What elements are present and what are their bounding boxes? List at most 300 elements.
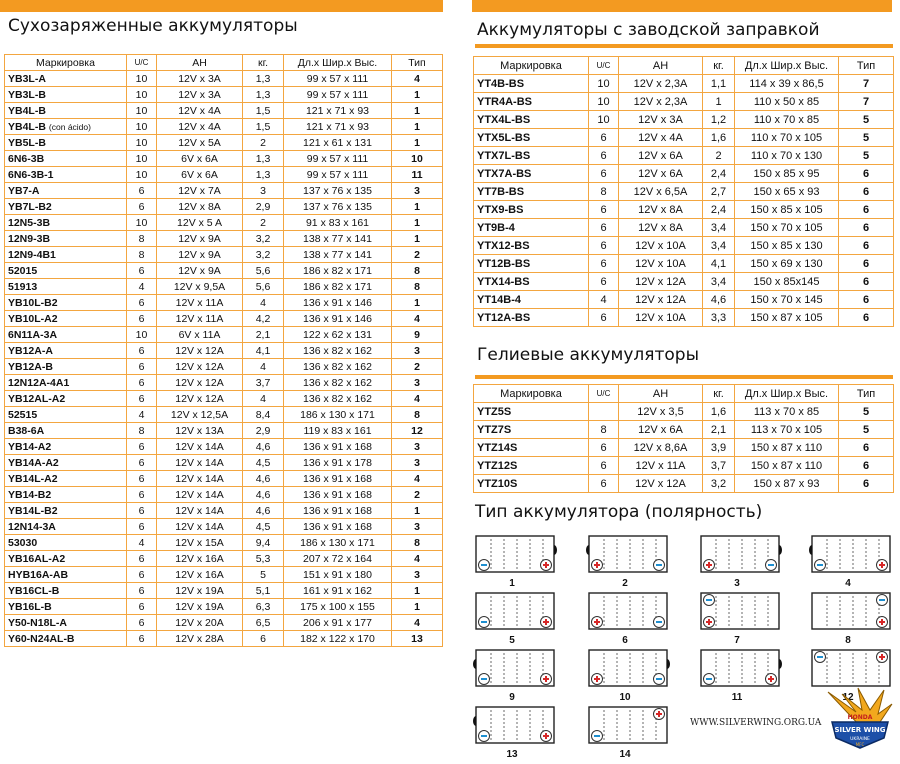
table-row [5,471,443,487]
cell-uc: 6 [589,439,619,457]
polarity-title: Тип аккумулятора (полярность) [475,502,763,522]
vent-nub [473,716,476,726]
cell-ah: 12V x 16A [157,567,243,583]
polarity-type-2 [585,533,689,593]
cell-uc: 6 [589,201,619,219]
factory-filled-title: Аккумуляторы с заводской заправкой [477,20,820,40]
cell-marking [5,119,127,135]
cell-kg: 3,4 [703,219,735,237]
cell-ah: 12V x 5A [157,135,243,151]
cell-type: 4 [392,615,443,631]
cell-kg: 3,7 [703,457,735,475]
cell-uc: 6 [589,255,619,273]
cell-type: 3 [392,439,443,455]
table-row [474,273,894,291]
cell-dims: 138 x 77 x 141 [284,231,392,247]
cell-kg: 5,3 [243,551,284,567]
cell-marking: YB12AL-A2 [5,391,127,407]
cell-kg: 3,2 [243,231,284,247]
cell-marking: YB14L-A2 [5,471,127,487]
cell-marking: YB4L-B [5,103,127,119]
cell-uc: 6 [589,147,619,165]
table-row [5,263,443,279]
cell-type: 1 [392,199,443,215]
cell-kg: 5,6 [243,263,284,279]
cell-type: 2 [392,247,443,263]
col-header-marking: Маркировка [474,385,589,403]
table-row [474,183,894,201]
polarity-type-10 [585,647,689,707]
col-header-type: Тип [392,55,443,71]
cell-dims: 150 x 85 x 105 [735,201,839,219]
cell-uc: 4 [127,407,157,423]
cell-ah: 12V x 15A [157,535,243,551]
cell-uc: 6 [127,519,157,535]
cell-marking: B38-6A [5,423,127,439]
cell-dims: 150 x 65 x 93 [735,183,839,201]
cell-type: 10 [392,151,443,167]
col-header-uc: U/C [589,385,619,403]
cell-dims: 175 x 100 x 155 [284,599,392,615]
cell-type: 7 [839,75,894,93]
cell-dims: 91 x 83 x 161 [284,215,392,231]
table-row [5,567,443,583]
table-row [5,167,443,183]
polarity-type-label: 9 [509,692,515,703]
logo-text-ukraine: UKRAINE [850,737,870,742]
cell-kg: 1,3 [243,167,284,183]
cell-dims: 122 x 62 x 131 [284,327,392,343]
cell-marking: YT12A-BS [474,309,589,327]
cell-uc: 8 [127,423,157,439]
cell-marking: YTZ10S [474,475,589,493]
cell-ah: 12V x 9,5A [157,279,243,295]
battery-outline-icon [472,704,576,748]
cell-type: 1 [392,599,443,615]
cell-marking: YB14-A2 [5,439,127,455]
cell-dims: 150 x 85 x 130 [735,237,839,255]
cell-kg: 2,9 [243,423,284,439]
cell-dims: 121 x 71 x 93 [284,119,392,135]
cell-uc: 4 [127,535,157,551]
cell-type: 6 [839,201,894,219]
cell-marking: YTZ12S [474,457,589,475]
cell-dims: 150 x 70 x 145 [735,291,839,309]
cell-dims: 136 x 82 x 162 [284,375,392,391]
cell-ah: 12V x 11A [157,311,243,327]
table-row [5,535,443,551]
cell-kg: 4 [243,391,284,407]
gel-table [473,384,894,493]
cell-ah: 12V x 2,3A [619,93,703,111]
cell-dims: 150 x 69 x 130 [735,255,839,273]
cell-type: 8 [392,279,443,295]
cell-type: 3 [392,343,443,359]
cell-marking: YB10L-A2 [5,311,127,327]
cell-marking: HYB16A-AB [5,567,127,583]
cell-marking: YB12A-A [5,343,127,359]
cell-ah: 12V x 12A [157,343,243,359]
cell-dims: 110 x 70 x 130 [735,147,839,165]
cell-type: 1 [392,215,443,231]
cell-uc: 6 [127,599,157,615]
table-row [5,215,443,231]
col-header-kg: кг. [243,55,284,71]
cell-marking: YTZ5S [474,403,589,421]
cell-type: 6 [839,457,894,475]
cell-kg: 4,6 [243,471,284,487]
cell-ah: 12V x 6A [619,165,703,183]
table-header-row [5,55,443,71]
cell-marking: 6N6-3B [5,151,127,167]
vent-nub [779,545,782,555]
cell-uc: 6 [127,487,157,503]
cell-uc: 10 [127,103,157,119]
cell-marking: YB3L-A [5,71,127,87]
cell-uc: 8 [127,231,157,247]
cell-marking: 6N6-3B-1 [5,167,127,183]
table-row [474,75,894,93]
cell-kg: 6,3 [243,599,284,615]
cell-marking: 51913 [5,279,127,295]
col-header-marking: Маркировка [5,55,127,71]
cell-ah: 12V x 6,5A [619,183,703,201]
table-row [474,165,894,183]
cell-uc: 6 [127,343,157,359]
cell-dims: 99 x 57 x 111 [284,71,392,87]
cell-kg: 2,7 [703,183,735,201]
vent-nub [809,545,812,555]
marking-note: (con ácido) [48,121,91,132]
cell-ah: 12V x 9A [157,247,243,263]
cell-type: 3 [392,455,443,471]
cell-dims: 150 x 85x145 [735,273,839,291]
polarity-type-label: 12 [842,692,854,703]
cell-ah: 12V x 12A [619,291,703,309]
cell-dims: 136 x 82 x 162 [284,391,392,407]
battery-outline-icon [472,647,576,691]
cell-uc: 6 [127,551,157,567]
table-row [5,615,443,631]
cell-kg: 1,5 [243,103,284,119]
cell-uc: 8 [127,247,157,263]
cell-uc: 6 [589,475,619,493]
cell-ah: 12V x 8A [619,201,703,219]
cell-ah: 12V x 8A [157,199,243,215]
polarity-type-3 [697,533,801,593]
cell-uc: 10 [127,87,157,103]
vent-nub [473,659,476,669]
cell-marking: YB16CL-B [5,583,127,599]
cell-ah: 12V x 4A [619,129,703,147]
table-row [5,151,443,167]
cell-marking: YB7L-B2 [5,199,127,215]
col-header-kg: кг. [703,385,735,403]
cell-marking: YTZ7S [474,421,589,439]
cell-uc: 6 [589,237,619,255]
cell-dims: 136 x 91 x 168 [284,487,392,503]
col-header-type: Тип [839,385,894,403]
cell-kg: 1,6 [703,403,735,421]
cell-type: 5 [839,147,894,165]
cell-marking: YTR4A-BS [474,93,589,111]
cell-type: 3 [392,375,443,391]
table-row [474,421,894,439]
table-row [5,391,443,407]
cell-type: 8 [392,263,443,279]
col-header-ah: АН [619,57,703,75]
polarity-type-label: 6 [622,635,628,646]
cell-kg: 2,4 [703,201,735,219]
cell-ah: 12V x 8A [619,219,703,237]
polarity-type-label: 13 [506,749,518,760]
cell-kg: 4,1 [703,255,735,273]
cell-kg: 5,1 [243,583,284,599]
table-row [5,135,443,151]
factory-filled-table [473,56,894,327]
table-row [5,247,443,263]
cell-type: 5 [839,129,894,147]
cell-dims: 150 x 87 x 110 [735,439,839,457]
cell-ah: 12V x 11A [619,457,703,475]
cell-type: 8 [392,407,443,423]
cell-type: 3 [392,519,443,535]
cell-uc: 6 [589,129,619,147]
table-row [474,439,894,457]
table-header-row [474,57,894,75]
cell-ah: 12V x 12A [619,475,703,493]
cell-dims: 206 x 91 x 177 [284,615,392,631]
cell-type: 5 [839,403,894,421]
cell-marking: 12N12A-4A1 [5,375,127,391]
cell-marking: YB16AL-A2 [5,551,127,567]
cell-ah: 12V x 13A [157,423,243,439]
cell-type: 1 [392,583,443,599]
cell-ah: 12V x 12A [157,375,243,391]
cell-type: 1 [392,87,443,103]
cell-dims: 186 x 130 x 171 [284,407,392,423]
cell-type: 1 [392,119,443,135]
cell-kg: 1,5 [243,119,284,135]
col-header-kg: кг. [703,57,735,75]
cell-uc: 8 [589,421,619,439]
cell-uc [589,403,619,421]
col-header-uc: U/C [127,55,157,71]
cell-marking: 12N9-3B [5,231,127,247]
cell-type: 13 [392,631,443,647]
polarity-type-label: 3 [734,578,740,589]
polarity-type-4 [808,533,900,593]
cell-uc: 10 [127,215,157,231]
dry-charged-table [4,54,443,647]
table-row [474,111,894,129]
cell-kg: 3 [243,183,284,199]
cell-type: 5 [839,421,894,439]
cell-ah: 12V x 3A [157,71,243,87]
cell-type: 6 [839,183,894,201]
battery-outline-icon [585,533,689,577]
cell-marking: YTX12-BS [474,237,589,255]
cell-type: 1 [392,135,443,151]
cell-dims: 186 x 82 x 171 [284,263,392,279]
cell-uc: 10 [127,119,157,135]
cell-ah: 12V x 3A [619,111,703,129]
vent-nub [779,659,782,669]
factory-title-underline [475,44,893,48]
table-row [5,487,443,503]
cell-kg: 4,6 [243,487,284,503]
cell-uc: 6 [127,375,157,391]
cell-kg: 3,9 [703,439,735,457]
cell-uc: 6 [127,183,157,199]
cell-dims: 182 x 122 x 170 [284,631,392,647]
cell-marking: 12N9-4B1 [5,247,127,263]
cell-ah: 12V x 10A [619,255,703,273]
cell-type: 2 [392,359,443,375]
cell-dims: 119 x 83 x 161 [284,423,392,439]
polarity-type-8 [808,590,900,650]
polarity-type-label: 10 [619,692,631,703]
cell-marking: YB14A-A2 [5,455,127,471]
cell-uc: 6 [127,295,157,311]
col-header-type: Тип [839,57,894,75]
cell-type: 6 [839,291,894,309]
cell-type: 4 [392,471,443,487]
cell-type: 2 [392,487,443,503]
polarity-type-label: 4 [845,578,851,589]
cell-uc: 6 [589,165,619,183]
cell-dims: 136 x 82 x 162 [284,343,392,359]
cell-kg: 4,6 [243,503,284,519]
battery-outline-icon [808,590,900,634]
cell-type: 8 [392,535,443,551]
cell-uc: 10 [127,167,157,183]
cell-kg: 8,4 [243,407,284,423]
cell-marking: YT7B-BS [474,183,589,201]
cell-dims: 113 x 70 x 85 [735,403,839,421]
cell-kg: 4,1 [243,343,284,359]
cell-marking: YB10L-B2 [5,295,127,311]
cell-kg: 4,6 [703,291,735,309]
cell-dims: 136 x 82 x 162 [284,359,392,375]
cell-ah: 12V x 16A [157,551,243,567]
cell-ah: 12V x 3,5 [619,403,703,421]
table-row [5,439,443,455]
polarity-type-7 [697,590,801,650]
cell-kg: 2,9 [243,199,284,215]
cell-uc: 10 [127,327,157,343]
cell-ah: 12V x 12A [619,273,703,291]
cell-kg: 2 [243,135,284,151]
cell-kg: 3,7 [243,375,284,391]
cell-marking: YTX7A-BS [474,165,589,183]
cell-type: 5 [839,111,894,129]
cell-kg: 2,1 [243,327,284,343]
cell-ah: 12V x 9A [157,263,243,279]
cell-dims: 136 x 91 x 146 [284,295,392,311]
battery-outline-icon [585,704,689,748]
polarity-type-6 [585,590,689,650]
table-row [5,407,443,423]
table-row [5,519,443,535]
cell-uc: 6 [127,439,157,455]
cell-ah: 12V x 7A [157,183,243,199]
table-row [5,599,443,615]
cell-dims: 138 x 77 x 141 [284,247,392,263]
battery-outline-icon [585,647,689,691]
table-row [474,475,894,493]
cell-dims: 150 x 85 x 95 [735,165,839,183]
table-row [5,87,443,103]
cell-marking: YB3L-B [5,87,127,103]
logo-text-mfc: MFC [855,742,865,747]
cell-ah: 12V x 14A [157,471,243,487]
cell-type: 6 [839,475,894,493]
vent-nub [586,545,589,555]
cell-kg: 1,3 [243,151,284,167]
cell-dims: 136 x 91 x 178 [284,455,392,471]
cell-dims: 136 x 91 x 146 [284,311,392,327]
table-row [474,255,894,273]
battery-outline-icon [808,533,900,577]
cell-marking: YB7-A [5,183,127,199]
cell-kg: 3,2 [703,475,735,493]
cell-type: 3 [392,183,443,199]
logo-text-silver-wing: SILVER WING [834,726,886,734]
cell-uc: 6 [589,457,619,475]
polarity-type-11 [697,647,801,707]
cell-uc: 10 [589,75,619,93]
cell-uc: 6 [127,359,157,375]
table-row [5,359,443,375]
col-header-dims: Дл.х Шир.х Выс. [735,57,839,75]
cell-dims: 136 x 91 x 168 [284,519,392,535]
cell-marking: YTX9-BS [474,201,589,219]
site-url: WWW.SILVERWING.ORG.UA [690,718,822,728]
polarity-type-label: 1 [509,578,515,589]
table-row [5,327,443,343]
cell-kg: 3,4 [703,237,735,255]
table-row [474,237,894,255]
cell-dims: 113 x 70 x 105 [735,421,839,439]
table-row [474,291,894,309]
col-header-ah: АН [157,55,243,71]
table-row [474,93,894,111]
cell-ah: 12V x 12,5A [157,407,243,423]
cell-ah: 12V x 12A [157,391,243,407]
battery-outline-icon [472,590,576,634]
cell-kg: 1,6 [703,129,735,147]
cell-dims: 121 x 61 x 131 [284,135,392,151]
table-row [5,343,443,359]
cell-kg: 2,1 [703,421,735,439]
cell-kg: 1,2 [703,111,735,129]
col-header-dims: Дл.х Шир.х Выс. [735,385,839,403]
cell-kg: 1,3 [243,87,284,103]
cell-marking: YB14-B2 [5,487,127,503]
cell-marking: Y60-N24AL-B [5,631,127,647]
table-row [5,455,443,471]
cell-ah: 12V x 3A [157,87,243,103]
table-row [474,403,894,421]
polarity-type-14 [585,704,689,764]
cell-marking: YB5L-B [5,135,127,151]
cell-uc: 6 [589,219,619,237]
cell-type: 1 [392,103,443,119]
cell-uc: 6 [127,583,157,599]
cell-type: 9 [392,327,443,343]
cell-uc: 6 [127,263,157,279]
